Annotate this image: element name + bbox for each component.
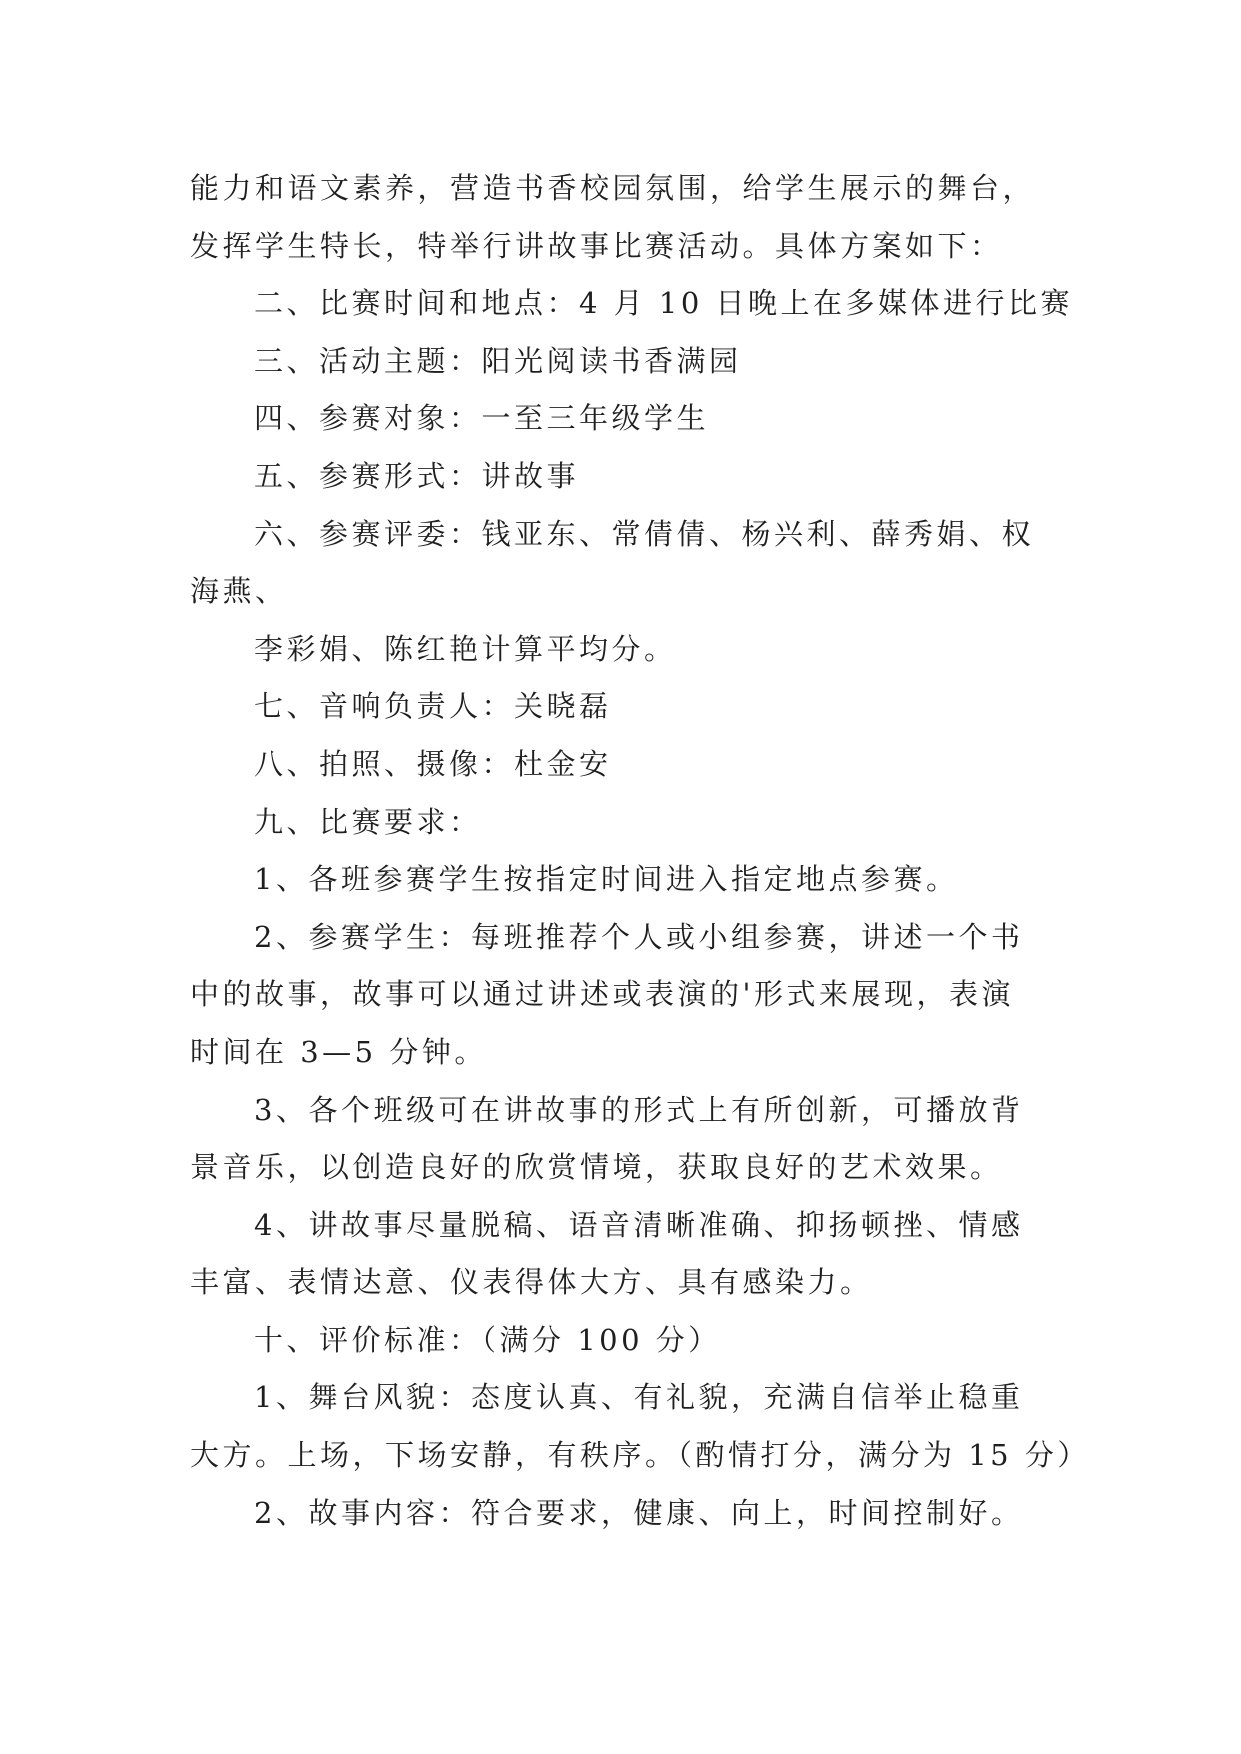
paragraph-line: 大方。上场，下场安静，有秩序。（酌情打分，满分为 15 分） [190, 1438, 1090, 1473]
paragraph-line: 景音乐，以创造良好的欣赏情境，获取良好的艺术效果。 [190, 1150, 1003, 1185]
paragraph-line: 李彩娟、陈红艳计算平均分。 [254, 631, 677, 666]
list-item: 3、各个班级可在讲故事的形式上有所创新，可播放背 [254, 1092, 1024, 1127]
section-heading-requirements: 九、比赛要求： [254, 804, 482, 839]
paragraph-line: 中的故事，故事可以通过讲述或表演的'形式来展现，表演 [190, 977, 1014, 1012]
section-heading-judges: 六、参赛评委：钱亚东、常倩倩、杨兴利、薛秀娟、权 [254, 516, 1035, 551]
section-heading-photo: 八、拍照、摄像：杜金安 [254, 746, 612, 781]
list-item: 4、讲故事尽量脱稿、语音清晰准确、抑扬顿挫、情感 [254, 1207, 1024, 1242]
document-body [190, 160, 1090, 1542]
paragraph-line: 丰富、表情达意、仪表得体大方、具有感染力。 [190, 1265, 873, 1300]
paragraph-line: 时间在 3—5 分钟。 [190, 1034, 487, 1069]
section-heading-time-location: 二、比赛时间和地点：4 月 10 日晚上在多媒体进行比赛 [254, 286, 1074, 321]
section-heading-participants: 四、参赛对象：一至三年级学生 [254, 401, 710, 436]
list-item: 2、参赛学生：每班推荐个人或小组参赛，讲述一个书 [254, 919, 1024, 954]
paragraph-line: 海燕、 [190, 574, 288, 609]
section-heading-audio: 七、音响负责人：关晓磊 [254, 689, 612, 724]
section-heading-format: 五、参赛形式：讲故事 [254, 458, 580, 493]
list-item: 1、各班参赛学生按指定时间进入指定地点参赛。 [254, 862, 959, 897]
list-item: 1、舞台风貌：态度认真、有礼貌，充满自信举止稳重 [254, 1380, 1024, 1415]
section-heading-theme: 三、活动主题：阳光阅读书香满园 [254, 343, 742, 378]
list-item: 2、故事内容：符合要求，健康、向上，时间控制好。 [254, 1495, 1024, 1530]
section-heading-criteria: 十、评价标准：（满分 100 分） [254, 1322, 721, 1357]
paragraph-line: 能力和语文素养，营造书香校园氛围，给学生展示的舞台， [190, 171, 1036, 205]
paragraph-line: 发挥学生特长，特举行讲故事比赛活动。具体方案如下： [190, 228, 1003, 263]
